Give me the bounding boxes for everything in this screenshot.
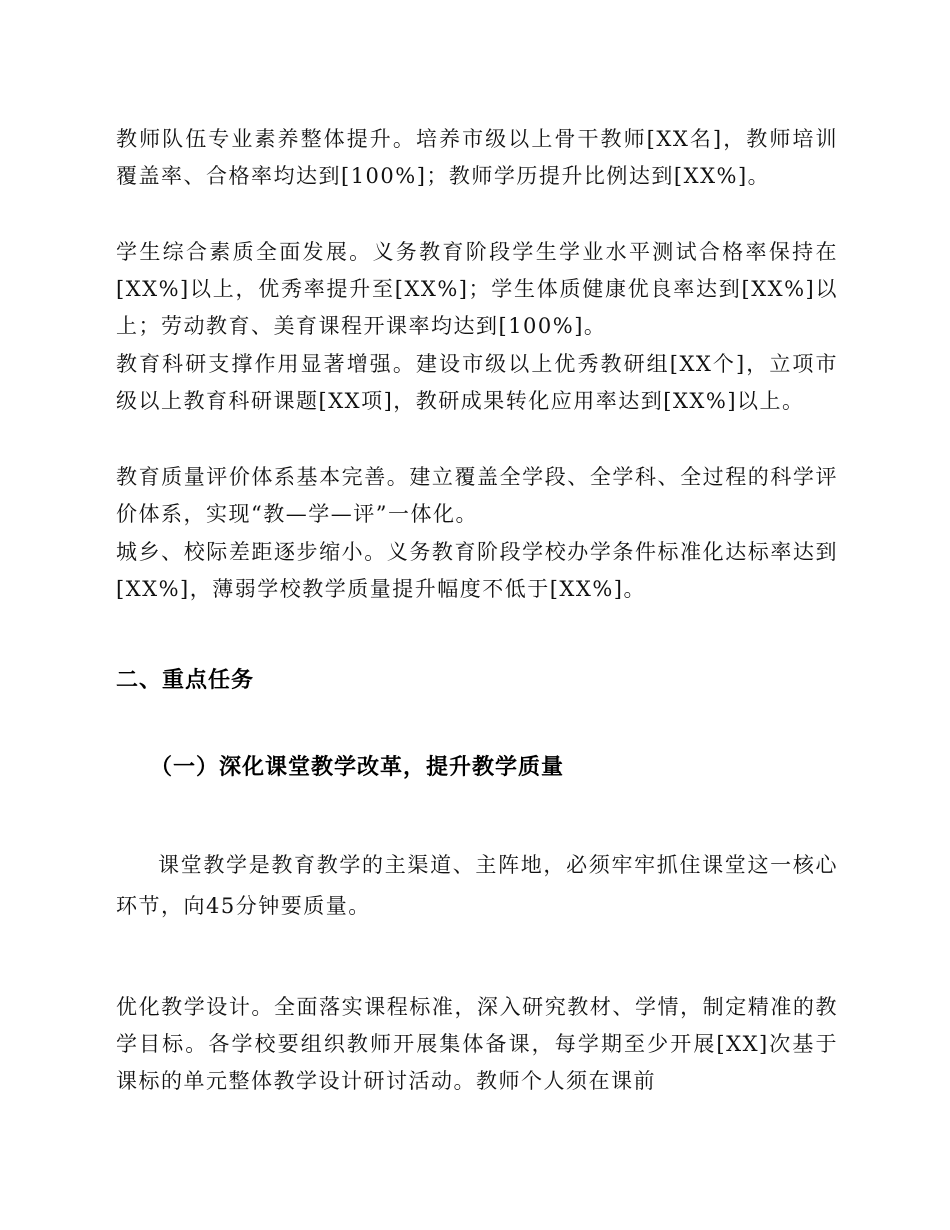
goal-paragraph-equity: 城乡、校际差距逐步缩小。义务教育阶段学校办学条件标准化达标率达到[XX%]，薄弱学校教学质量提升幅度不低于[XX%]。 xyxy=(116,540,838,601)
intro-paragraph: 课堂教学是教育教学的主渠道、主阵地，必须牢牢抓住课堂这一核心环节，向45分钟要质量。 xyxy=(116,853,838,918)
goal-paragraph-teachers: 教师队伍专业素养整体提升。培养市级以上骨干教师[XX名]，教师培训覆盖率、合格率均达到[100%]；教师学历提升比例达到[XX%]。 xyxy=(116,127,838,188)
goal-paragraph-evaluation: 教育质量评价体系基本完善。建立覆盖全学段、全学科、全过程的科学评价体系，实现“教—学—评”一体化。 xyxy=(116,465,838,526)
task-paragraph: 优化教学设计。全面落实课程标准，深入研究教材、学情，制定精准的教学目标。各学校要组织教师开展集体备课，每学期至少开展[XX]次基于课标的单元整体教学设计研讨活动。教师个人须在课前 xyxy=(116,995,838,1093)
goal-paragraph-research: 教育科研支撑作用显著增强。建设市级以上优秀教研组[XX个]，立项市级以上教育科研课题[XX项]，教研成果转化应用率达到[XX%]以上。 xyxy=(116,352,838,413)
subsection-heading: （一）深化课堂教学改革，提升教学质量 xyxy=(150,755,565,780)
goal-paragraph-students: 学生综合素质全面发展。义务教育阶段学生学业水平测试合格率保持在[XX%]以上，优秀率提升至[XX%]；学生体质健康优良率达到[XX%]以上；劳动教育、美育课程开课率均达到[100%]。 xyxy=(116,240,838,338)
section-heading: 二、重点任务 xyxy=(116,668,255,693)
